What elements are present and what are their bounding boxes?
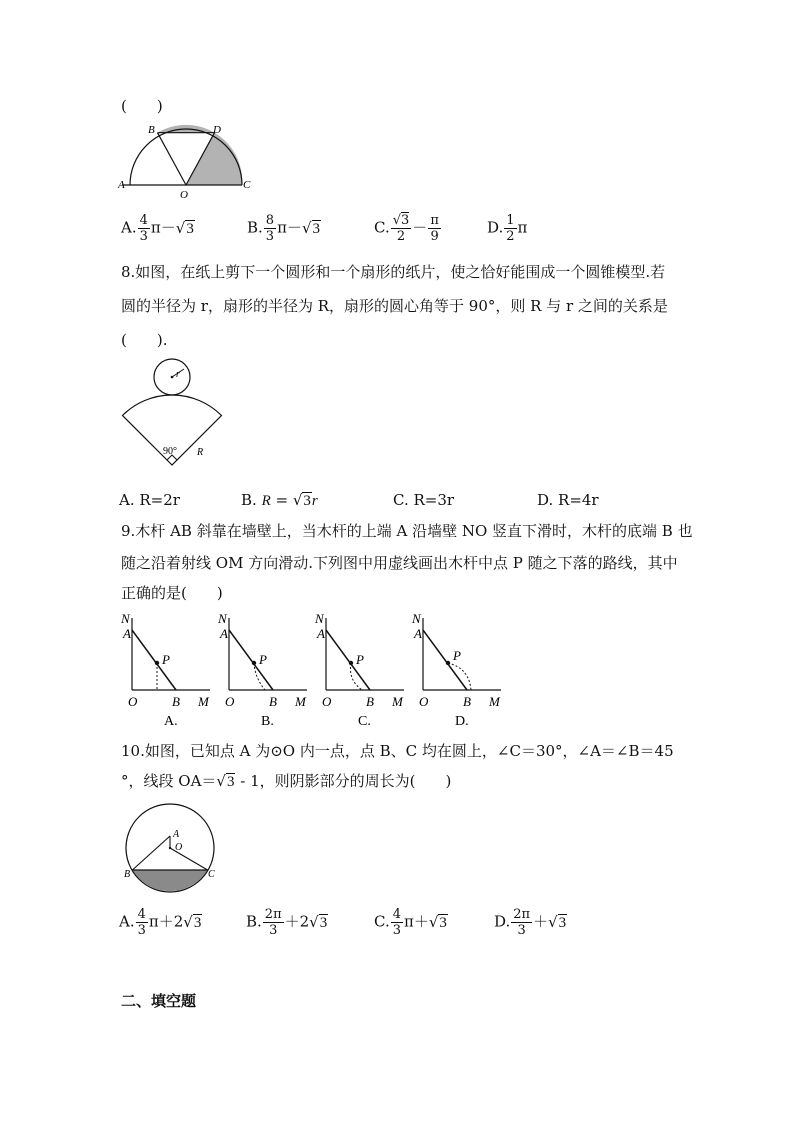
q10-shaded-segment	[132, 870, 207, 891]
svg-text:C: C	[208, 869, 215, 880]
q7-label-C: C	[243, 179, 251, 191]
q10-line-2: °，线段 OA＝√3 - 1，则阴影部分的周长为( )	[121, 772, 452, 790]
svg-text:O: O	[419, 694, 429, 709]
q9-figure-d	[407, 610, 507, 730]
svg-text:B: B	[172, 694, 180, 709]
svg-text:N: N	[121, 611, 130, 626]
q7-label-D: D	[213, 124, 221, 136]
q9-line-2: 随之沿着射线 OM 方向滑动.下列图中用虚线画出木杆中点 P 随之下落的路线，其中	[121, 554, 678, 572]
svg-text:P: P	[162, 652, 170, 667]
svg-text:A: A	[220, 626, 228, 641]
q8-option-a: A. R=2r	[119, 491, 180, 509]
svg-text:N: N	[218, 611, 227, 626]
q10-option-c: C. $\frac{4}{3}$ π＋√3	[374, 907, 447, 938]
q7-figure	[112, 120, 262, 202]
svg-text:B: B	[124, 869, 131, 880]
q7-option-a: A. $\frac{4}{3}$ π－√3	[121, 213, 194, 244]
q10-option-a: A. $\frac{4}{3}$ π＋2√3	[119, 907, 202, 938]
q7-answer-paren: ( )	[121, 97, 163, 115]
q10-option-b: B. $\frac{2\pi}{3}$ ＋2√3	[246, 907, 328, 938]
q7-label-A: A	[118, 179, 125, 191]
svg-text:B: B	[269, 694, 277, 709]
svg-text:B: B	[463, 694, 471, 709]
q7-label-O: O	[180, 189, 188, 201]
q8-label-angle: 90°	[163, 446, 177, 457]
svg-text:B: B	[366, 694, 374, 709]
q9-line-3: 正确的是( )	[121, 584, 223, 602]
svg-text:M: M	[198, 694, 209, 709]
q10-line-1: 10.如图，已知点 A 为⊙O 内一点，点 B、C 均在圆上，∠C＝30°，∠A＝∠B＝45	[121, 742, 674, 760]
q9-figure-b	[213, 610, 313, 730]
svg-text:N: N	[412, 611, 421, 626]
q8-figure	[118, 355, 230, 470]
q8-line-1: 8.如图，在纸上剪下一个圆形和一个扇形的纸片，使之恰好能围成一个圆锥模型.若	[121, 263, 666, 281]
svg-text:O: O	[175, 842, 183, 853]
q9-caption-b: B.	[261, 714, 274, 729]
q8-label-r: r	[176, 369, 180, 380]
q10-figure	[120, 800, 224, 896]
q9-line-1: 9.木杆 AB 斜靠在墙壁上，当木杆的上端 A 沿墙壁 NO 竖直下滑时，木杆的底端 B 也	[121, 522, 693, 540]
svg-text:P: P	[453, 648, 461, 663]
q7-shaded-sector	[186, 133, 242, 185]
q7-label-B: B	[148, 124, 155, 136]
q8-line-2: 圆的半径为 r，扇形的半径为 R，扇形的圆心角等于 90°，则 R 与 r 之间的关系是	[121, 297, 668, 315]
q10-option-d: D. $\frac{2\pi}{3}$ ＋√3	[494, 907, 567, 938]
q9-caption-d: D.	[455, 714, 469, 729]
svg-text:P: P	[259, 652, 267, 667]
svg-text:N: N	[315, 611, 324, 626]
q7-option-c: C. $\frac{√3}{2}$ － $\frac{\pi}{9}$	[374, 213, 439, 244]
q8-option-b: B. R = √3r	[241, 491, 318, 509]
q9-caption-c: C.	[358, 714, 371, 729]
svg-text:A: A	[173, 829, 180, 840]
svg-text:O: O	[128, 694, 138, 709]
q9-caption-a: A.	[164, 714, 178, 729]
svg-text:M: M	[392, 694, 403, 709]
q8-option-c: C. R=3r	[393, 491, 455, 509]
svg-text:P: P	[356, 652, 364, 667]
svg-text:A: A	[414, 626, 422, 641]
svg-text:O: O	[225, 694, 235, 709]
q8-label-R: R	[197, 447, 204, 458]
q8-line-3: ( ).	[121, 331, 168, 349]
q8-option-d: D. R=4r	[537, 491, 599, 509]
q9-figure-a	[116, 610, 216, 730]
q7-option-d: D. $\frac{1}{2}$ π	[487, 213, 528, 244]
svg-text:M: M	[295, 694, 306, 709]
svg-text:A: A	[123, 626, 131, 641]
section-heading-fill-blank: 二、填空题	[121, 992, 197, 1010]
svg-text:A: A	[317, 626, 325, 641]
q7-option-b: B. $\frac{8}{3}$ π－√3	[247, 213, 320, 244]
svg-text:M: M	[489, 694, 500, 709]
svg-text:O: O	[322, 694, 332, 709]
q9-figure-c	[310, 610, 410, 730]
